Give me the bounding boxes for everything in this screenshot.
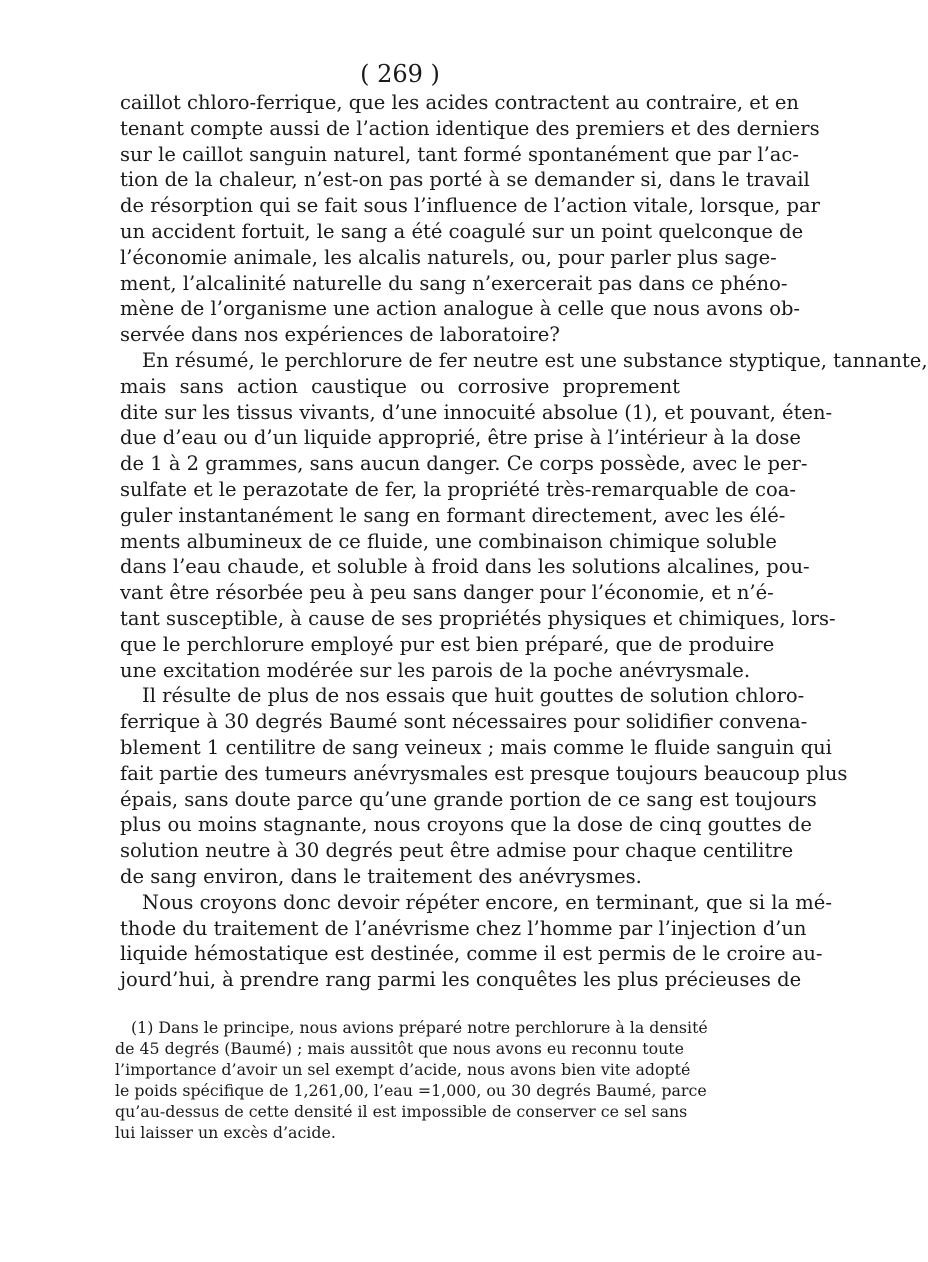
text-line: Il résulte de plus de nos essais que huit gouttes de solution chloro- bbox=[142, 684, 805, 708]
text-line: thode du traitement de l’anévrisme chez l’homme par l’injection d’un bbox=[120, 916, 807, 940]
text-line: mène de l’organisme une action analogue à celle que nous avons ob- bbox=[120, 297, 801, 321]
footnote-line: lui laisser un excès d’acide. bbox=[115, 1123, 336, 1142]
text-line: l’économie animale, les alcalis naturels, ou, pour parler plus sage- bbox=[120, 245, 777, 269]
text-line: solution neutre à 30 degrés peut être admise pour chaque centilitre bbox=[120, 839, 794, 863]
text-line: En résumé, le perchlorure de fer neutre est une substance styptique, tannante, bbox=[142, 348, 928, 372]
text-line: guler instantanément le sang en formant directement, avec les élé- bbox=[120, 503, 786, 527]
footnote bbox=[115, 1017, 708, 1143]
text-line: jourd’hui, à prendre rang parmi les conquêtes les plus précieuses de bbox=[120, 968, 802, 992]
text-line: tion de la chaleur, n’est-on pas porté à se demander si, dans le travail bbox=[120, 168, 810, 192]
text-line: ment, l’alcalinité naturelle du sang n’exercerait pas dans ce phéno- bbox=[120, 271, 788, 295]
text-line: mais sans action caustique ou corrosive proprement bbox=[120, 374, 680, 398]
footnote-line: (1) Dans le principe, nous avions préparé notre perchlorure à la densité bbox=[131, 1018, 708, 1037]
text-line: dans l’eau chaude, et soluble à froid dans les solutions alcalines, pou- bbox=[120, 555, 810, 579]
text-line: dite sur les tissus vivants, d’une innocuité absolue (1), et pouvant, éten- bbox=[120, 400, 833, 424]
footnote-line: le poids spécifique de 1,261,00, l’eau =1,000, ou 30 degrés Baumé, parce bbox=[115, 1081, 707, 1100]
text-line: sulfate et le perazotate de fer, la propriété très-remarquable de coa- bbox=[120, 477, 796, 501]
text-line: une excitation modérée sur les parois de la poche anévrysmale. bbox=[120, 658, 751, 682]
text-line: ferrique à 30 degrés Baumé sont nécessaires pour solidifier convena- bbox=[120, 710, 808, 734]
text-line: sur le caillot sanguin naturel, tant formé spontanément que par l’ac- bbox=[120, 142, 799, 166]
text-line: vant être résorbée peu à peu sans danger pour l’économie, et n’é- bbox=[120, 581, 774, 605]
text-line: un accident fortuit, le sang a été coagulé sur un point quelconque de bbox=[120, 219, 804, 243]
text-line: caillot chloro-ferrique, que les acides contractent au contraire, et en bbox=[120, 91, 799, 114]
text-line: liquide hémostatique est destinée, comme il est permis de le croire au- bbox=[120, 942, 823, 966]
text-line: servée dans nos expériences de laboratoire? bbox=[120, 323, 560, 347]
text-line: plus ou moins stagnante, nous croyons que la dose de cinq gouttes de bbox=[120, 813, 812, 837]
text-line: blement 1 centilitre de sang veineux ; mais comme le fluide sanguin qui bbox=[120, 735, 832, 759]
text-line: de 1 à 2 grammes, sans aucun danger. Ce corps possède, avec le per- bbox=[120, 452, 808, 476]
footnote-line: qu’au-dessus de cette densité il est impossible de conserver ce sel sans bbox=[115, 1102, 688, 1121]
text-line: de résorption qui se fait sous l’influence de l’action vitale, lorsque, par bbox=[120, 194, 820, 218]
footnote-line: de 45 degrés (Baumé) ; mais aussitôt que nous avons eu reconnu toute bbox=[115, 1039, 684, 1058]
body-text bbox=[120, 90, 928, 993]
text-line: tant susceptible, à cause de ses propriétés physiques et chimiques, lors- bbox=[120, 606, 836, 630]
page-number: ( 269 ) bbox=[360, 60, 440, 88]
text-line: due d’eau ou d’un liquide approprié, être prise à l’intérieur à la dose bbox=[120, 426, 801, 450]
footnote-line: l’importance d’avoir un sel exempt d’acide, nous avons bien vite adopté bbox=[115, 1060, 691, 1079]
text-line: épais, sans doute parce qu’une grande portion de ce sang est toujours bbox=[120, 787, 817, 811]
text-line: que le perchlorure employé pur est bien préparé, que de produire bbox=[120, 632, 775, 656]
text-line: Nous croyons donc devoir répéter encore, en terminant, que si la mé- bbox=[142, 890, 832, 914]
text-line: fait partie des tumeurs anévrysmales est presque toujours beaucoup plus bbox=[120, 761, 848, 785]
text-line: tenant compte aussi de l’action identique des premiers et des derniers bbox=[120, 116, 820, 140]
text-line: de sang environ, dans le traitement des anévrysmes. bbox=[120, 864, 642, 888]
text-line: ments albumineux de ce fluide, une combinaison chimique soluble bbox=[120, 529, 777, 553]
